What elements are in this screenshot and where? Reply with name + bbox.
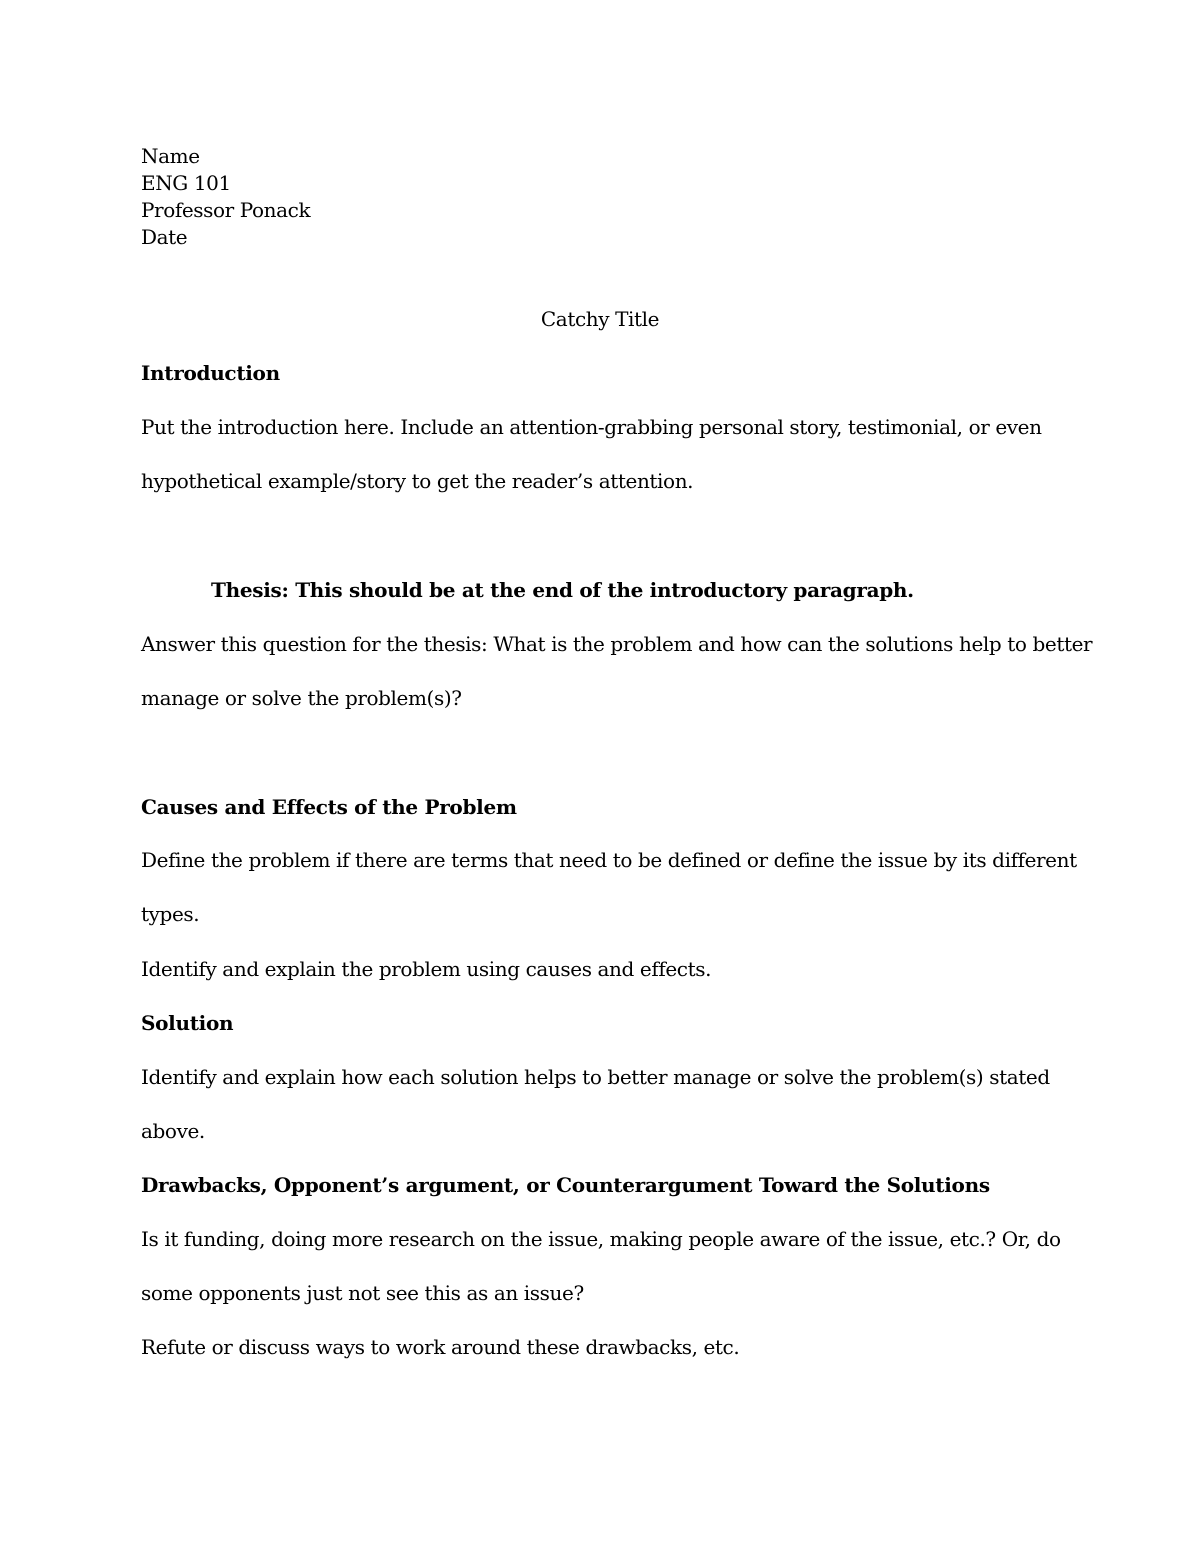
date-line: Date <box>141 225 188 249</box>
drawbacks-heading: Drawbacks, Opponent’s argument, or Counterargument Toward the Solutions <box>141 1173 990 1197</box>
solution-heading: Solution <box>141 1011 234 1035</box>
causes-heading: Causes and Effects of the Problem <box>141 795 517 819</box>
introduction-line: Put the introduction here. Include an attention-grabbing personal story, testimonial, or even <box>141 415 1042 439</box>
drawbacks-line: Is it funding, doing more research on the issue, making people aware of the issue, etc.? Or, do <box>141 1227 1061 1251</box>
document-title: Catchy Title <box>540 307 660 331</box>
causes-line: Define the problem if there are terms that need to be defined or define the issue by its different <box>141 848 1077 872</box>
thesis-line: Answer this question for the thesis: What is the problem and how can the solutions help to better <box>141 632 1093 656</box>
causes-line: types. <box>141 902 200 926</box>
course-name: ENG 101 <box>141 171 231 195</box>
drawbacks-line: Refute or discuss ways to work around these drawbacks, etc. <box>141 1335 740 1359</box>
solution-line: above. <box>141 1119 205 1143</box>
drawbacks-line: some opponents just not see this as an issue? <box>141 1281 584 1305</box>
student-name: Name <box>141 144 200 168</box>
introduction-line: hypothetical example/story to get the reader’s attention. <box>141 469 694 493</box>
professor-name: Professor Ponack <box>141 198 311 222</box>
thesis-line: manage or solve the problem(s)? <box>141 686 462 710</box>
introduction-heading: Introduction <box>141 361 280 385</box>
solution-line: Identify and explain how each solution helps to better manage or solve the problem(s) stated <box>141 1065 1050 1089</box>
causes-line: Identify and explain the problem using causes and effects. <box>141 957 712 981</box>
thesis-heading: Thesis: This should be at the end of the introductory paragraph. <box>211 578 914 602</box>
